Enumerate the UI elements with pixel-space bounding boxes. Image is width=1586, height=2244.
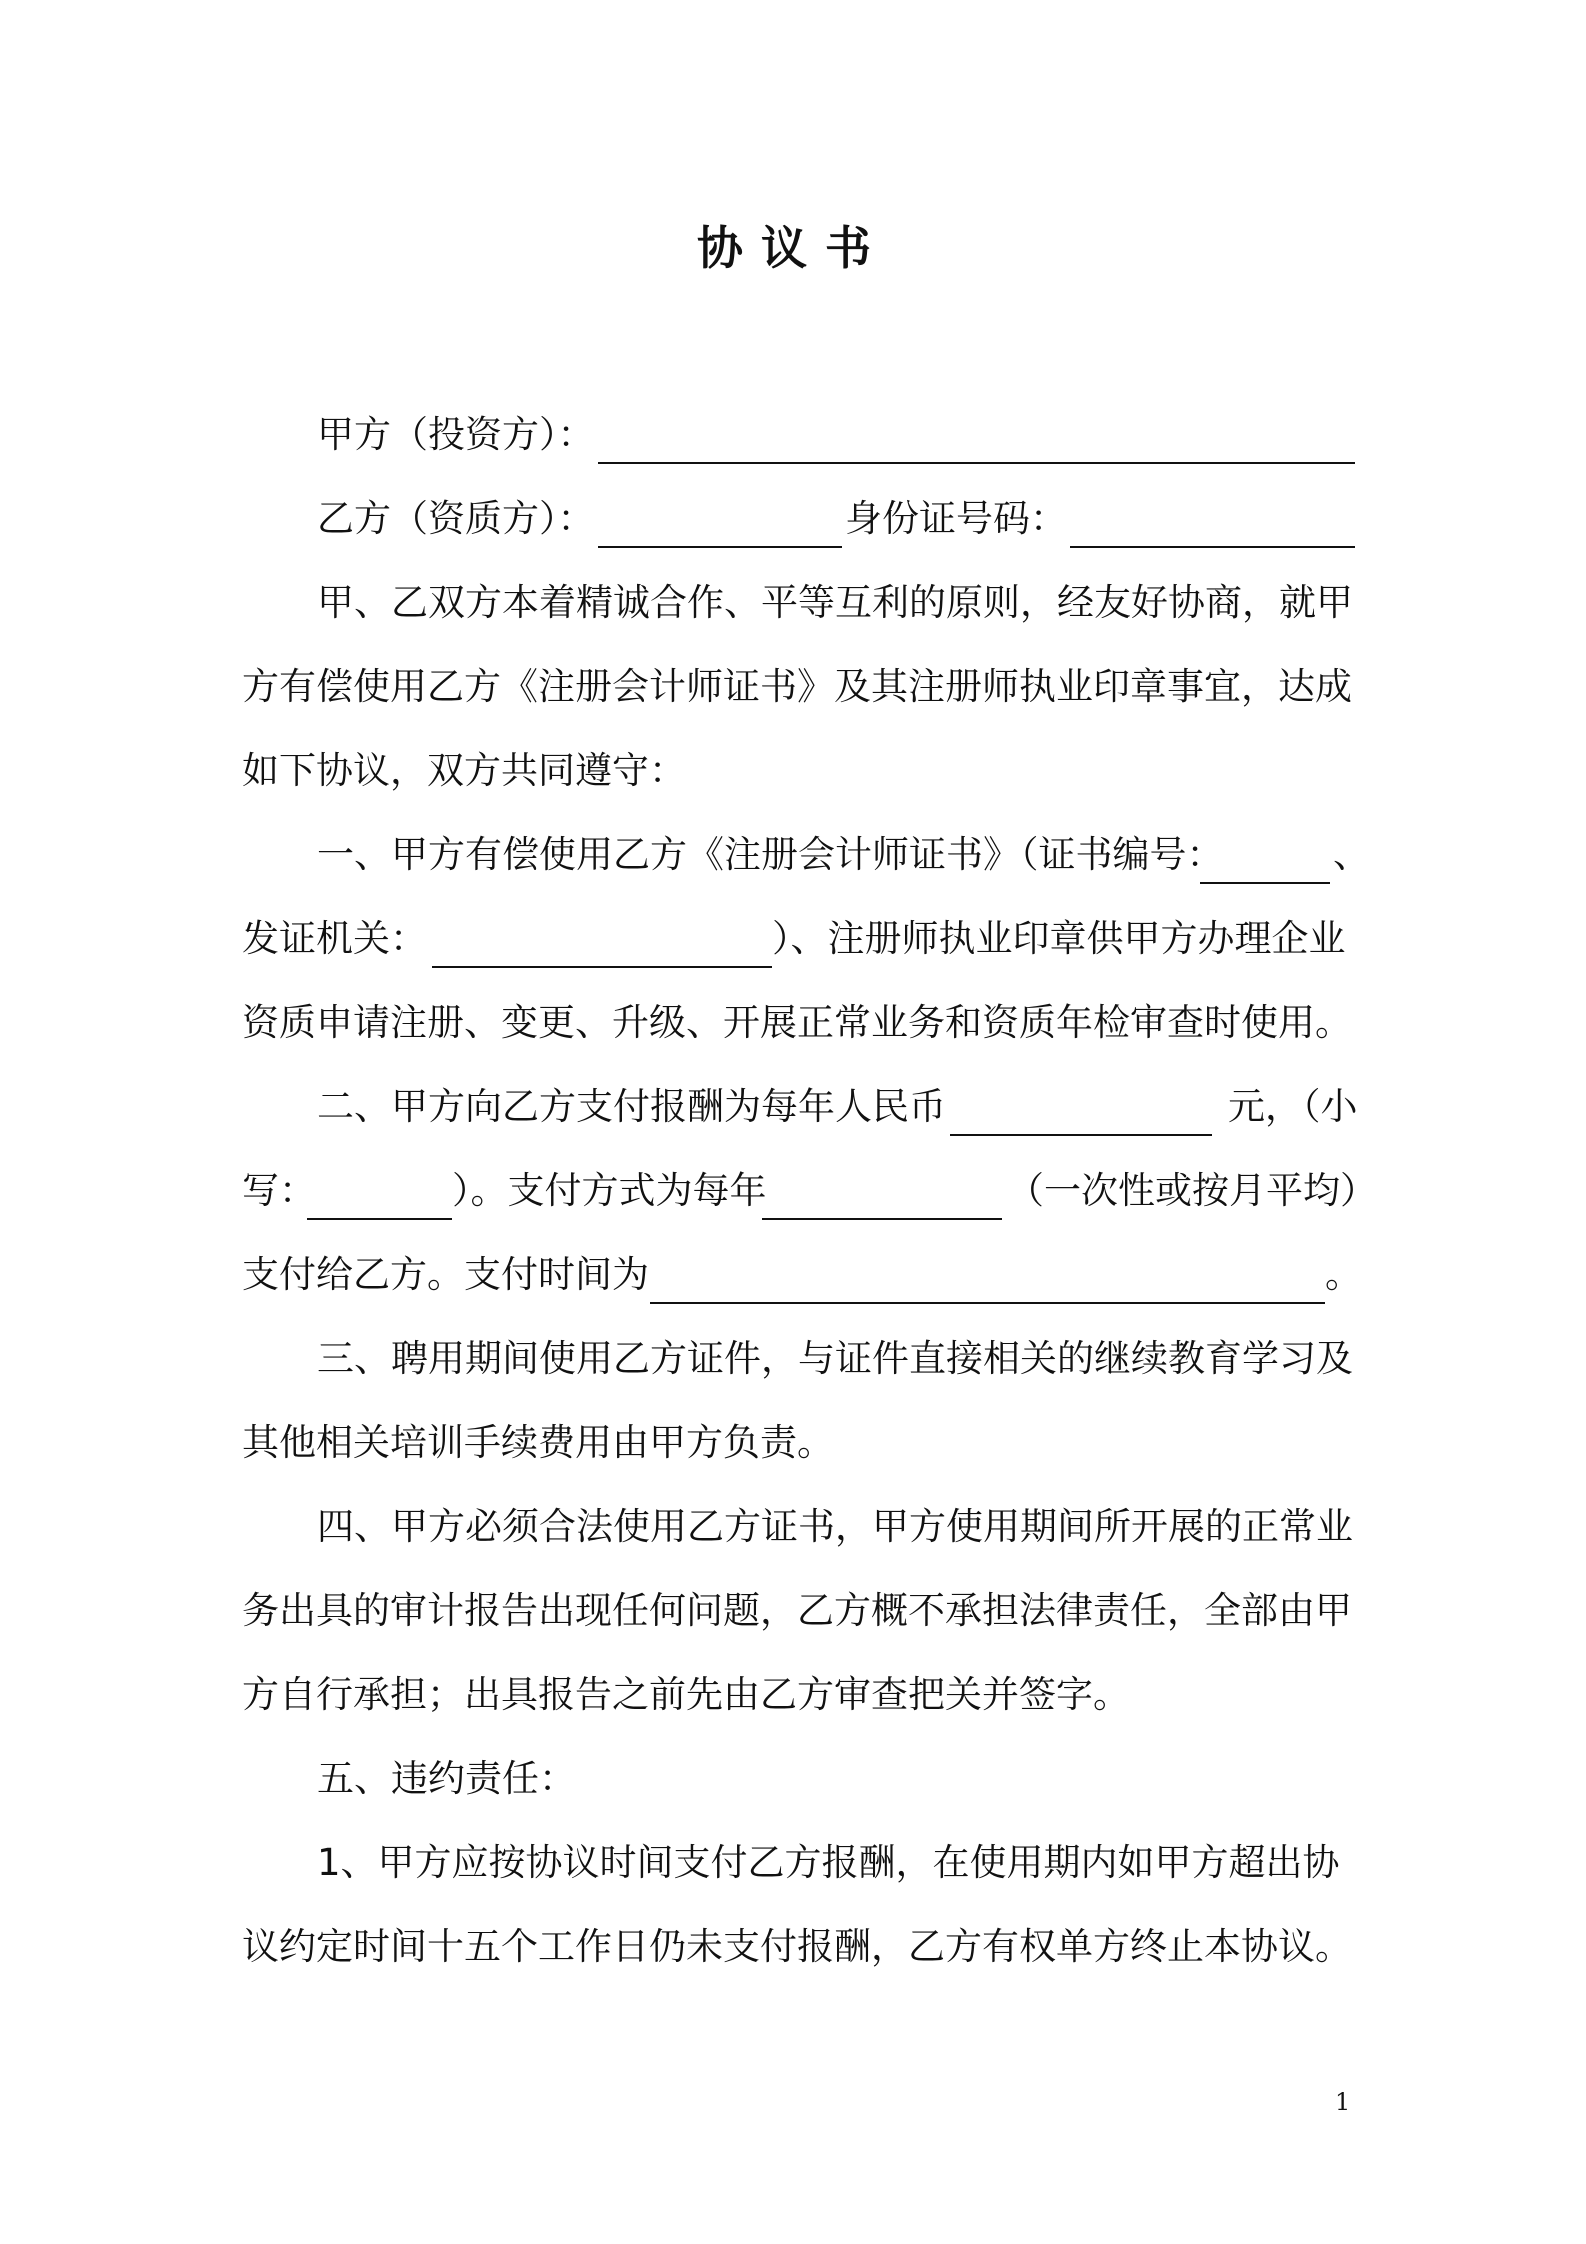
clause4-line1: 四、甲方必须合法使用乙方证书，甲方使用期间所开展的正常业	[317, 1505, 1353, 1548]
clause2-end: 。	[1325, 1253, 1362, 1296]
intro-line-2: 方有偿使用乙方《注册会计师证书》及其注册师执业印章事宜，达成	[242, 665, 1352, 708]
clause1-line1: 一、甲方有偿使用乙方《注册会计师证书》（证书编号：	[317, 833, 1224, 876]
clause2-small-label: 写：	[242, 1169, 316, 1212]
clause1-line1-sep: 、	[1333, 833, 1370, 876]
clause1-issuer-label: 发证机关：	[242, 917, 427, 960]
payment-time-blank[interactable]	[650, 1302, 1325, 1304]
id-number-blank[interactable]	[1070, 546, 1355, 548]
clause3-line1: 三、聘用期间使用乙方证件，与证件直接相关的继续教育学习及	[317, 1337, 1353, 1380]
clause3-line2: 其他相关培训手续费用由甲方负责。	[242, 1421, 834, 1464]
clause5-heading: 五、违约责任：	[317, 1757, 576, 1800]
clause2-line1-tail: 元，（小	[1228, 1085, 1358, 1128]
intro-line-3: 如下协议，双方共同遵守：	[242, 749, 686, 792]
clause4-line3: 方自行承担；出具报告之前先由乙方审查把关并签字。	[242, 1673, 1130, 1716]
clause1-line2: ）、注册师执业印章供甲方办理企业	[772, 917, 1346, 960]
clause2-payment-method: ）。支付方式为每年	[452, 1169, 767, 1212]
party-a-blank[interactable]	[598, 462, 1355, 464]
page-number: 1	[1335, 2088, 1351, 2116]
party-b-label: 乙方（资质方）：	[317, 497, 595, 540]
clause1-line3: 资质申请注册、变更、升级、开展正常业务和资质年检审查时使用。	[242, 1001, 1352, 1044]
clause2-payment-time-label: 支付给乙方。支付时间为	[242, 1253, 649, 1296]
intro-line-1: 甲、乙双方本着精诚合作、平等互利的原则，经友好协商，就甲	[317, 581, 1353, 624]
document-title: 协议书	[697, 221, 889, 275]
certificate-number-blank[interactable]	[1200, 882, 1330, 884]
clause5-item1-line2: 议约定时间十五个工作日仍未支付报酬，乙方有权单方终止本协议。	[242, 1925, 1352, 1968]
party-b-blank[interactable]	[598, 546, 842, 548]
amount-blank[interactable]	[307, 1218, 452, 1220]
id-number-label: 身份证号码：	[845, 497, 1067, 540]
clause2-line1: 二、甲方向乙方支付报酬为每年人民币	[317, 1085, 946, 1128]
issuer-blank[interactable]	[432, 966, 772, 968]
payment-method-blank[interactable]	[762, 1218, 1002, 1220]
clause4-line2: 务出具的审计报告出现任何问题，乙方概不承担法律责任，全部由甲	[242, 1589, 1352, 1632]
clause5-item1-line1: 1、甲方应按协议时间支付乙方报酬，在使用期内如甲方超出协	[317, 1841, 1340, 1884]
clause2-payment-note: （一次性或按月平均）	[1007, 1169, 1377, 1212]
party-a-label: 甲方（投资方）：	[317, 413, 595, 456]
annual-fee-blank[interactable]	[950, 1134, 1212, 1136]
